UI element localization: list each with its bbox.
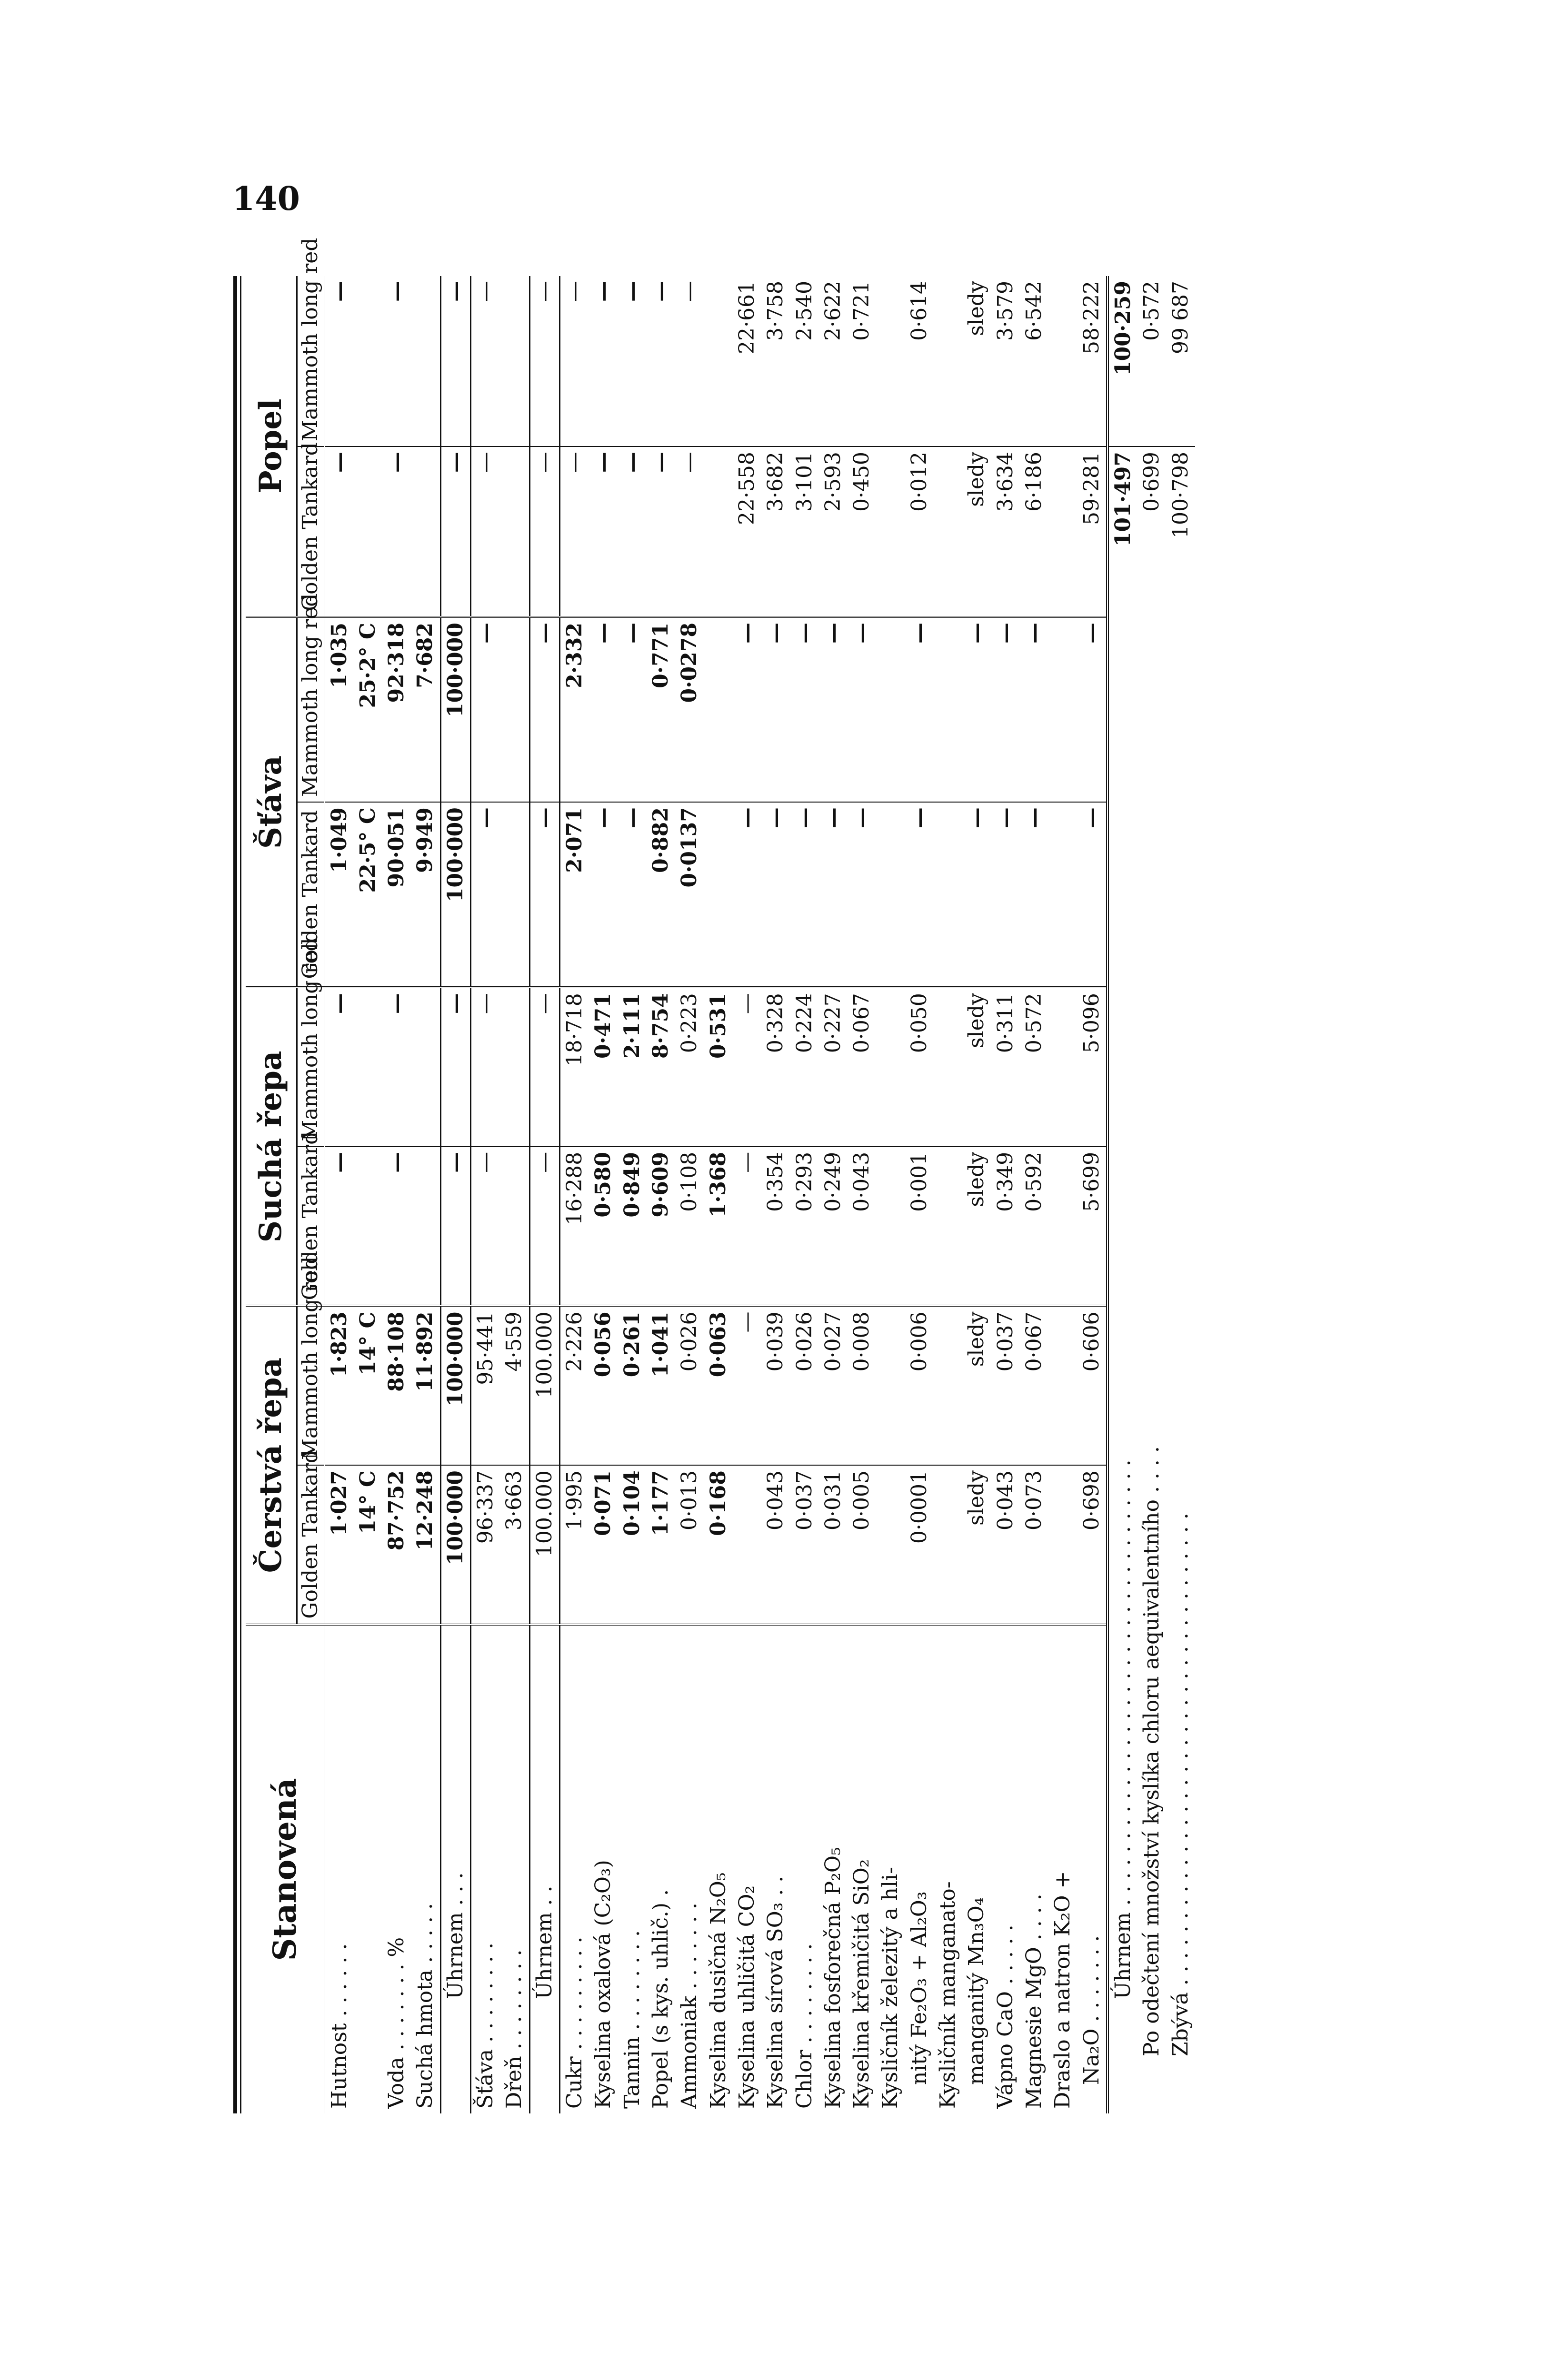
row-label: Voda . . . . . . . %: [382, 1625, 411, 2113]
cell-s2: 0·227: [819, 987, 848, 1147]
cell-p2: [1048, 276, 1077, 446]
cell-c2: [876, 1306, 905, 1466]
cell-st1: [704, 802, 733, 987]
row-label: Kyselina sírová SO₃ . .: [761, 1625, 790, 2113]
cell-st1: [876, 802, 905, 987]
group-cerstva: Čerstvá řepa: [246, 1306, 297, 1625]
cell-c1: 1·177: [647, 1465, 675, 1625]
cell-st1: [500, 802, 529, 987]
table-row: [733, 276, 761, 2113]
cell-p1: —: [675, 446, 704, 617]
cell-c1: [876, 1465, 905, 1625]
cell-s2: 0·471: [589, 987, 618, 1147]
cell-s1: 0·293: [790, 1147, 819, 1306]
row-label: Vápno CaO . . . . .: [991, 1625, 1020, 2113]
cell-st2: —: [733, 617, 761, 802]
cell-s2: 0·224: [790, 987, 819, 1147]
sub-mammoth: Mammoth long red: [297, 276, 324, 446]
cell-st2: —: [1078, 617, 1108, 802]
row-label: Hutnost . . . . . .: [324, 1625, 354, 2113]
row-label: Ammoniak . . . . . . .: [675, 1625, 704, 2113]
cell-p1: 0·450: [848, 446, 876, 617]
table-body: [324, 276, 1108, 2113]
cell-s2: —: [529, 987, 559, 1147]
table-row: [354, 276, 382, 2113]
cell-p1: 3·101: [790, 446, 819, 617]
cell-s2: —: [471, 987, 500, 1147]
cell-st1: 1·049: [324, 802, 354, 987]
cell-p2: —: [677, 281, 702, 302]
row-label: Kyselina oxalová (C₂O₃): [589, 1625, 618, 2113]
cell-p1: [934, 446, 962, 617]
cell-c1: sledy: [962, 1465, 991, 1625]
cell-c1: 0·043: [991, 1465, 1020, 1625]
cell-s1: sledy: [962, 1147, 991, 1306]
cell-st2: [500, 617, 529, 802]
table-row: [440, 276, 470, 2113]
cell-c2: 1·041: [647, 1306, 675, 1466]
rotated-table: [233, 238, 1376, 2113]
row-label: Kyselina uhličitá CO₂: [733, 1625, 761, 2113]
cell-st1: —: [991, 802, 1020, 987]
cell-c1: 3·663: [500, 1465, 529, 1625]
cell-p1: [876, 446, 905, 617]
cell-s1: [500, 1147, 529, 1306]
analysis-table: [246, 238, 1195, 2113]
cell-c1: 0·013: [675, 1465, 704, 1625]
row-label: Chlor . . . . . . . .: [790, 1625, 819, 2113]
row-label: Kysličník manganato-: [934, 1625, 962, 2113]
cell-s1: 9·609: [647, 1147, 675, 1306]
cell-st1: [934, 802, 962, 987]
cell-p2: —: [529, 276, 559, 446]
cell-c2: 0·027: [819, 1306, 848, 1466]
cell-p2: sledy: [964, 281, 989, 336]
cell-c2: 0·026: [790, 1306, 819, 1466]
cell-c2: 1·823: [324, 1306, 354, 1466]
cell-st1: 0·882: [647, 802, 675, 987]
footer-urhnem: Úhrnem . . . . . . . . . . . . . . . . . . . . . . . . . . . . . . . . . .: [1108, 617, 1138, 2113]
cell-c2: 0·606: [1078, 1306, 1108, 1466]
cell-c1: 100·000: [440, 1465, 470, 1625]
cell-s1: 0·592: [1020, 1147, 1048, 1306]
cell-s1: [934, 1147, 962, 1306]
cell-c2: —: [733, 1306, 761, 1466]
cell-st2: —: [905, 617, 934, 802]
cell-c2: 100·000: [440, 1306, 470, 1466]
cell-p2: [934, 276, 962, 446]
cell-st2: 92·318: [382, 617, 411, 802]
cell-st2: [934, 617, 962, 802]
table-row: [905, 276, 934, 2113]
cell-c1: 14° C: [354, 1465, 382, 1625]
cell-st1: —: [819, 802, 848, 987]
row-label: Kysličník železitý a hli-: [876, 1625, 905, 2113]
cell-c2: 100.000: [529, 1306, 559, 1466]
footer-odecteni-p1: 0·699: [1138, 446, 1166, 617]
col-header-stanovena: Stanovená: [246, 1625, 324, 2113]
table-row: [790, 276, 819, 2113]
cell-p1: —: [618, 446, 647, 617]
row-label: Kyselina křemičitá SiO₂: [848, 1625, 876, 2113]
cell-p1: 0·012: [905, 446, 934, 617]
cell-s2: 0·050: [905, 987, 934, 1147]
cell-c1: 0·071: [589, 1465, 618, 1625]
cell-c2: 88·108: [382, 1306, 411, 1466]
cell-s1: [1048, 1147, 1077, 1306]
cell-s2: [1048, 987, 1077, 1147]
cell-s1: —: [382, 1147, 411, 1306]
cell-p1: 3·682: [761, 446, 790, 617]
table-rule-thin: [240, 276, 241, 2113]
cell-p2: —: [440, 276, 470, 446]
cell-p2: —: [648, 281, 673, 302]
cell-s2: sledy: [962, 987, 991, 1147]
cell-p2: 0·721: [849, 281, 874, 341]
cell-p1: —: [440, 446, 470, 617]
cell-s1: 5·699: [1078, 1147, 1108, 1306]
cell-s1: —: [733, 1147, 761, 1306]
cell-p1: 6·186: [1020, 446, 1048, 617]
cell-s2: [876, 987, 905, 1147]
cell-s1: —: [529, 1147, 559, 1306]
footer-urhnem-p2: 100·259: [1108, 276, 1138, 446]
table-row: [962, 276, 991, 2113]
table-row: [848, 276, 876, 2113]
table-row: [1048, 276, 1077, 2113]
table-row: [704, 276, 733, 2113]
cell-p2: 2·622: [820, 281, 845, 341]
table-row: [675, 276, 704, 2113]
row-label: Kyselina fosforečná P₂O₅: [819, 1625, 848, 2113]
cell-p2: 3·579: [993, 281, 1018, 341]
cell-p1: [704, 446, 733, 617]
cell-c1: 0·698: [1078, 1465, 1108, 1625]
cell-c2: [1048, 1306, 1077, 1466]
cell-c1: 0·005: [848, 1465, 876, 1625]
cell-st1: 22·5° C: [354, 802, 382, 987]
table-row: [819, 276, 848, 2113]
row-label: nitý Fe₂O₃ + Al₂O₃: [905, 1625, 934, 2113]
cell-c2: 0·037: [991, 1306, 1020, 1466]
cell-s2: 0·328: [761, 987, 790, 1147]
cell-c2: 0·056: [589, 1306, 618, 1466]
table-row: [411, 276, 440, 2113]
cell-s2: 8·754: [647, 987, 675, 1147]
cell-c1: 0·104: [618, 1465, 647, 1625]
cell-s1: 0·249: [819, 1147, 848, 1306]
cell-p1: —: [589, 446, 618, 617]
sub-golden: Golden Tankard: [297, 802, 324, 987]
cell-p2: —: [327, 281, 351, 302]
cell-st1: —: [1020, 802, 1048, 987]
cell-st2: —: [589, 617, 618, 802]
cell-c1: 0·073: [1020, 1465, 1048, 1625]
cell-st2: —: [529, 617, 559, 802]
footer-odecteni: Po odečtení množství kyslíka chloru aequivalentního . . . .: [1139, 1446, 1164, 2056]
cell-s2: —: [733, 987, 761, 1147]
table-row: [647, 276, 675, 2113]
cell-c1: 0·031: [819, 1465, 848, 1625]
table-row: [529, 276, 559, 2113]
cell-c2: 0·026: [675, 1306, 704, 1466]
cell-s2: —: [440, 987, 470, 1147]
cell-p2: —: [619, 281, 644, 302]
cell-st2: 2·332: [560, 617, 589, 802]
cell-st1: —: [848, 802, 876, 987]
cell-c1: 0·043: [761, 1465, 790, 1625]
table-row: [761, 276, 790, 2113]
row-label: Šťáva . . . . . . . .: [471, 1625, 500, 2113]
cell-s1: [354, 1147, 382, 1306]
cell-p1: —: [324, 446, 354, 617]
group-stava: Šťáva: [246, 617, 297, 987]
cell-p2: 3·758: [763, 281, 788, 341]
cell-c2: sledy: [962, 1306, 991, 1466]
cell-s1: —: [324, 1147, 354, 1306]
cell-st1: —: [589, 802, 618, 987]
cell-c1: 12·248: [411, 1465, 440, 1625]
cell-c2: 11·892: [411, 1306, 440, 1466]
cell-st2: [704, 617, 733, 802]
group-sucha: Suchá řepa: [246, 987, 297, 1306]
cell-p1: 59·281: [1078, 446, 1108, 617]
cell-s2: 5·096: [1078, 987, 1108, 1147]
cell-s2: [934, 987, 962, 1147]
footer-zbyva: Zbývá . . . . . . . . . . . . . . . . . . . . . . . . . . . . . . . . . . . .: [1168, 1513, 1193, 2056]
cell-st1: [1048, 802, 1077, 987]
cell-st1: —: [529, 802, 559, 987]
cell-st2: —: [618, 617, 647, 802]
cell-st1: 9·949: [411, 802, 440, 987]
cell-st2: —: [761, 617, 790, 802]
cell-s1: —: [471, 1147, 500, 1306]
cell-p2: 58·222: [1079, 281, 1104, 354]
cell-st2: 25·2° C: [354, 617, 382, 802]
cell-st1: —: [761, 802, 790, 987]
cell-st1: 2·071: [560, 802, 589, 987]
row-label: Dřeň . . . . . . . .: [500, 1625, 529, 2113]
cell-st2: —: [790, 617, 819, 802]
cell-s1: 0·580: [589, 1147, 618, 1306]
cell-p1: —: [647, 446, 675, 617]
cell-st1: —: [471, 802, 500, 987]
cell-c2: 0·063: [704, 1306, 733, 1466]
row-label: Na₂O . . . . . . .: [1078, 1625, 1108, 2113]
cell-c2: 0·006: [905, 1306, 934, 1466]
cell-c1: 0·037: [790, 1465, 819, 1625]
cell-c2: 2·226: [560, 1306, 589, 1466]
cell-s1: [411, 1147, 440, 1306]
table-row: [876, 276, 905, 2113]
cell-st2: —: [1020, 617, 1048, 802]
cell-s2: 0·067: [848, 987, 876, 1147]
table-row: [500, 276, 529, 2113]
row-label: Magnesie MgO . . . .: [1020, 1625, 1048, 2113]
cell-p2: [876, 276, 905, 446]
cell-c2: 14° C: [354, 1306, 382, 1466]
cell-s2: 0·531: [704, 987, 733, 1147]
row-label: Úhrnem . . .: [440, 1625, 470, 2113]
cell-s2: 2·111: [618, 987, 647, 1147]
cell-p1: [354, 446, 382, 617]
cell-p1: [500, 446, 529, 617]
footer-zbyva-p1: 100·798: [1167, 446, 1195, 617]
row-label: Suchá hmota . . . . .: [411, 1625, 440, 2113]
cell-p2: [500, 276, 529, 446]
cell-p1: —: [529, 446, 559, 617]
cell-st1: —: [733, 802, 761, 987]
cell-s1: 1·368: [704, 1147, 733, 1306]
cell-p2: 6·542: [1022, 281, 1046, 341]
cell-p2: 22·661: [734, 281, 759, 354]
cell-s1: 0·849: [618, 1147, 647, 1306]
table-row: [324, 276, 354, 2113]
cell-c1: 0·168: [704, 1465, 733, 1625]
cell-p2: —: [384, 281, 409, 302]
cell-st1: 100·000: [440, 802, 470, 987]
cell-st1: —: [790, 802, 819, 987]
cell-p2: 2·540: [792, 281, 817, 341]
sub-golden: Golden Tankard: [297, 1465, 324, 1625]
table-row: [560, 276, 589, 2113]
cell-p1: 2·593: [819, 446, 848, 617]
cell-c1: [1048, 1465, 1077, 1625]
row-label: Popel (s kys. uhlič.) .: [647, 1625, 675, 2113]
cell-st2: —: [991, 617, 1020, 802]
footer-urhnem-p1: 101·497: [1108, 446, 1138, 617]
cell-st1: —: [962, 802, 991, 987]
cell-st2: [876, 617, 905, 802]
row-label: [354, 1625, 382, 2113]
table-row: [471, 276, 500, 2113]
sub-mammoth: Mammoth long red: [297, 987, 324, 1147]
cell-c2: 4·559: [500, 1306, 529, 1466]
table-row: [934, 276, 962, 2113]
cell-c1: 0·0001: [905, 1465, 934, 1625]
cell-p1: 3·634: [991, 446, 1020, 617]
row-label: Tannin . . . . . . . .: [618, 1625, 647, 2113]
cell-s2: 0·223: [675, 987, 704, 1147]
cell-s1: 0·001: [905, 1147, 934, 1306]
cell-s1: —: [440, 1147, 470, 1306]
cell-st2: —: [471, 617, 500, 802]
cell-p1: [411, 446, 440, 617]
cell-st2: 0·771: [647, 617, 675, 802]
table-row: [589, 276, 618, 2113]
cell-s1: [876, 1147, 905, 1306]
table-rule: [233, 276, 237, 2113]
cell-p1: —: [471, 446, 500, 617]
cell-s1: 0·354: [761, 1147, 790, 1306]
cell-st2: —: [962, 617, 991, 802]
cell-p2: [411, 276, 440, 446]
cell-c1: 1·027: [324, 1465, 354, 1625]
table-row: [991, 276, 1020, 2113]
cell-s1: 0·349: [991, 1147, 1020, 1306]
cell-s2: 0·572: [1020, 987, 1048, 1147]
cell-p2: —: [560, 276, 589, 446]
cell-c2: 0·067: [1020, 1306, 1048, 1466]
cell-c2: [934, 1306, 962, 1466]
cell-st2: 100·000: [440, 617, 470, 802]
cell-st2: 0·0278: [675, 617, 704, 802]
cell-p2: 0·614: [907, 281, 931, 341]
cell-s2: [354, 987, 382, 1147]
cell-s2: [500, 987, 529, 1147]
cell-st2: —: [848, 617, 876, 802]
sub-golden: Golden Tankard: [297, 446, 324, 617]
cell-c1: 100.000: [529, 1465, 559, 1625]
row-label: Draslo a natron K₂O +: [1048, 1625, 1077, 2113]
row-label: Kyselina dusičná N₂O₅: [704, 1625, 733, 2113]
cell-s2: —: [324, 987, 354, 1147]
cell-p1: [1048, 446, 1077, 617]
table-row: [618, 276, 647, 2113]
cell-c1: 87·752: [382, 1465, 411, 1625]
sub-mammoth: Mammoth long red: [297, 617, 324, 802]
cell-c1: 96·337: [471, 1465, 500, 1625]
group-popel: Popel: [246, 276, 297, 617]
cell-s2: 18·718: [560, 987, 589, 1147]
cell-st2: 1·035: [324, 617, 354, 802]
cell-st2: [1048, 617, 1077, 802]
cell-s2: 0·311: [991, 987, 1020, 1147]
cell-st2: —: [819, 617, 848, 802]
row-label: Úhrnem . .: [529, 1625, 559, 2113]
cell-c2: 95·441: [471, 1306, 500, 1466]
cell-p1: —: [560, 446, 589, 617]
cell-p1: 22·558: [733, 446, 761, 617]
cell-s2: —: [382, 987, 411, 1147]
cell-st1: —: [1078, 802, 1108, 987]
cell-s2: [411, 987, 440, 1147]
footer-odecteni-p2: 0·572: [1139, 281, 1164, 341]
cell-c1: 1·995: [560, 1465, 589, 1625]
sub-golden: Golden Tankard: [297, 1147, 324, 1306]
cell-p2: [354, 276, 382, 446]
footer-zbyva-p2: 99 687: [1168, 281, 1193, 354]
row-label: manganitý Mn₃O₄: [962, 1625, 991, 2113]
cell-c2: 0·039: [761, 1306, 790, 1466]
cell-s1: 0·108: [675, 1147, 704, 1306]
table-row: [1078, 276, 1108, 2113]
cell-c1: [733, 1465, 761, 1625]
page-number: 140: [232, 180, 300, 218]
cell-p1: sledy: [962, 446, 991, 617]
cell-st1: 90·051: [382, 802, 411, 987]
row-label: Cukr . . . . . . . . .: [560, 1625, 589, 2113]
cell-c1: [934, 1465, 962, 1625]
cell-p1: —: [382, 446, 411, 617]
cell-st1: —: [618, 802, 647, 987]
cell-st1: 0·0137: [675, 802, 704, 987]
cell-st1: —: [905, 802, 934, 987]
cell-c2: 0·008: [848, 1306, 876, 1466]
cell-p2: —: [471, 276, 500, 446]
cell-p2: [704, 276, 733, 446]
cell-p2: —: [591, 281, 616, 302]
table-row: [1020, 276, 1048, 2113]
cell-s1: 0·043: [848, 1147, 876, 1306]
table-row: [382, 276, 411, 2113]
sub-mammoth: Mammoth long red: [297, 1306, 324, 1466]
cell-st2: 7·682: [411, 617, 440, 802]
cell-s1: 16·288: [560, 1147, 589, 1306]
cell-c2: 0·261: [618, 1306, 647, 1466]
